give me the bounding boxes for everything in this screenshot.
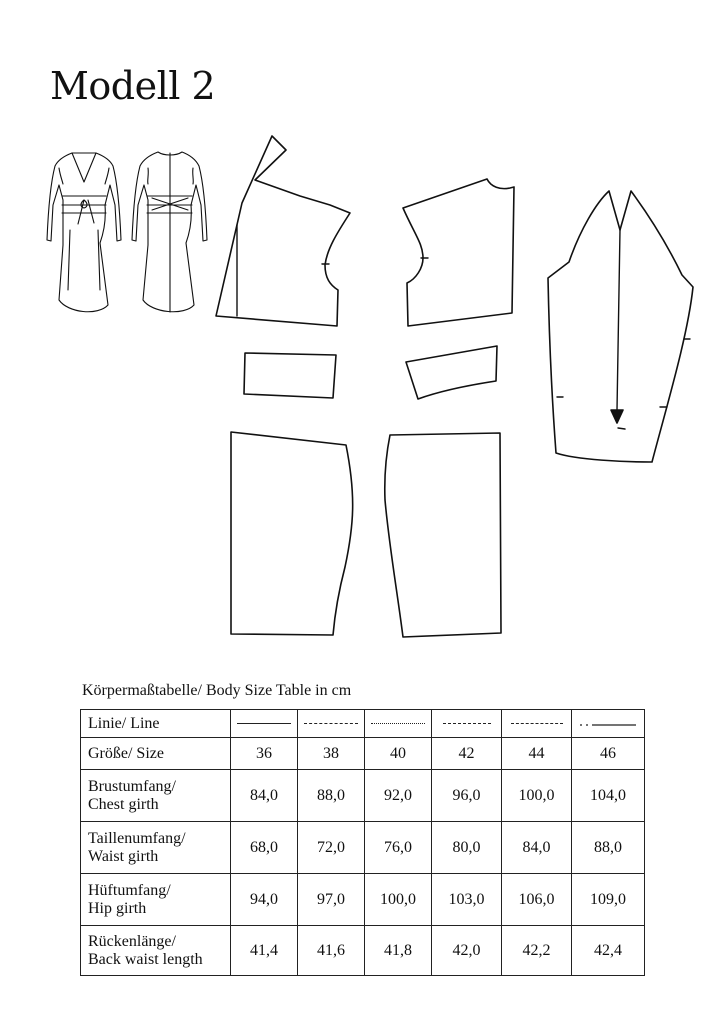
- value-cell: 96,0: [432, 770, 502, 822]
- waist-girth-row: [81, 822, 645, 874]
- value-cell: 106,0: [502, 874, 572, 926]
- size-label: Größe/ Size: [81, 738, 231, 770]
- row-label: Brustumfang/ Chest girth: [81, 770, 231, 822]
- back-bodice-piece: [403, 179, 514, 326]
- back-waistband-piece: [406, 346, 497, 399]
- back-skirt-piece: [385, 433, 501, 637]
- hip-girth-row: [81, 874, 645, 926]
- line-sample-42: [432, 710, 502, 738]
- line-sample-40: [365, 710, 432, 738]
- line-style-row: [81, 710, 645, 738]
- value-cell: 42,4: [572, 926, 645, 976]
- value-cell: 88,0: [572, 822, 645, 874]
- row-label: Taillenumfang/ Waist girth: [81, 822, 231, 874]
- value-cell: 41,6: [298, 926, 365, 976]
- table-caption: Körpermaßtabelle/ Body Size Table in cm: [82, 682, 352, 699]
- value-cell: 41,4: [231, 926, 298, 976]
- value-cell: 84,0: [231, 770, 298, 822]
- line-sample-36: [231, 710, 298, 738]
- row-label: Rückenlänge/ Back waist length: [81, 926, 231, 976]
- value-cell: 100,0: [365, 874, 432, 926]
- front-skirt-piece: [231, 432, 353, 635]
- value-cell: 109,0: [572, 874, 645, 926]
- size-cell: 42: [432, 738, 502, 770]
- chest-girth-row: [81, 770, 645, 822]
- front-waistband-piece: [244, 353, 336, 398]
- body-size-table: [80, 709, 645, 976]
- dress-front-sketch: [47, 153, 121, 312]
- size-cell: 40: [365, 738, 432, 770]
- line-sample-46: [572, 710, 645, 738]
- back-waist-length-row: [81, 926, 645, 976]
- value-cell: 104,0: [572, 770, 645, 822]
- dress-back-sketch: [132, 152, 207, 312]
- size-row: [81, 738, 645, 770]
- front-bodice-piece: [216, 136, 350, 326]
- value-cell: 103,0: [432, 874, 502, 926]
- value-cell: 42,0: [432, 926, 502, 976]
- line-sample-38: [298, 710, 365, 738]
- size-cell: 36: [231, 738, 298, 770]
- line-sample-44: [502, 710, 572, 738]
- value-cell: 72,0: [298, 822, 365, 874]
- value-cell: 97,0: [298, 874, 365, 926]
- value-cell: 84,0: [502, 822, 572, 874]
- size-cell: 38: [298, 738, 365, 770]
- value-cell: 100,0: [502, 770, 572, 822]
- page-title: Modell 2: [50, 64, 216, 108]
- value-cell: 42,2: [502, 926, 572, 976]
- value-cell: 94,0: [231, 874, 298, 926]
- value-cell: 80,0: [432, 822, 502, 874]
- dash-dot-line: [578, 722, 638, 728]
- size-cell: 46: [572, 738, 645, 770]
- size-cell: 44: [502, 738, 572, 770]
- row-label: Hüftumfang/ Hip girth: [81, 874, 231, 926]
- value-cell: 76,0: [365, 822, 432, 874]
- line-label: Linie/ Line: [81, 710, 231, 738]
- value-cell: 92,0: [365, 770, 432, 822]
- value-cell: 41,8: [365, 926, 432, 976]
- value-cell: 68,0: [231, 822, 298, 874]
- value-cell: 88,0: [298, 770, 365, 822]
